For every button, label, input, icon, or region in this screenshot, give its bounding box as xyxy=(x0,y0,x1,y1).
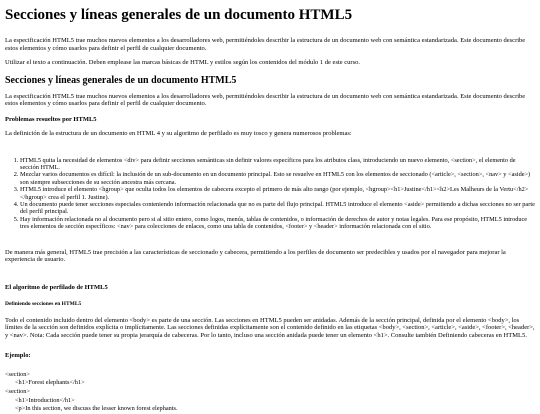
code-line: <h1>Introduction</h1> xyxy=(15,396,75,404)
problems-intro-paragraph: La definición de la estructura de un documento en HTML 4 y su algoritmo de perfilado es muy tosco y genera numerosos problemas: xyxy=(5,129,352,137)
defining-sections-heading: Definiendo secciones en HTML5 xyxy=(5,300,82,307)
problems-heading: Problemas resueltos por HTML5 xyxy=(5,115,97,123)
list-item: 5. Hay información relacionada no al documento pero si al sitio entero, como logos, menús, tablas de contenidos, o información de derechos de autor y notas legales. Para ese propósito, HTML5 introduce tres elementos de sección específicos: <nav> para colecciones de enlaces, como una tabla de contenidos, <footer> y <header> información relacionada con el sitio. xyxy=(20,216,535,231)
code-line: <section> xyxy=(5,388,30,395)
example-heading: Ejemplo: xyxy=(5,351,31,359)
list-item: 2. Mezclar varios documentos es difícil: la inclusión de un sub-documento en un documento principal. Esto se resuelve en HTML5 con los elementos de seccionado (<article>, <section>, <nav> y <aside>) son siempre subsecciones de su sección ancestra más cercana. xyxy=(20,171,535,186)
problems-list xyxy=(5,157,535,231)
list-item: 1. HTML5 quita la necesidad de elementos <div> para definir secciones semánticas sin definir valores específicos para los atributos class, introduciendo un nuevo elemento, <section>, el elemento de sección HTML. xyxy=(20,157,535,172)
summary-paragraph: De manera más general, HTML5 trae precisión a las características de seccionado y cabecera, permitiendo a los perfiles de documento ser predecibles y usados por el navegador para mejorar la experiencia de usuario. xyxy=(5,248,506,264)
section-intro-paragraph: La especificación HTML5 trae muchos nuevos elementos a los desarrolladores web, permitiéndoles describir la estructura de un documento web con semántica estandarizada. Este documento describe estos elementos y cómo usarlos para definir el perfil de cualquier documento. xyxy=(5,92,526,108)
page-title: Secciones y líneas generales de un documento HTML5 xyxy=(5,7,353,23)
list-item: 4. Un documento puede tener secciones especiales conteniendo información relacionada que no es parte del flujo principal. HTML5 introduce el elemento <aside> permitiendo a dichas secciones no ser parte del perfil principal. xyxy=(20,201,535,216)
instruction-paragraph: Utilizar el texto a continuación. Deben emplease las marcas básicas de HTML y estilos según los contenidos del módulo 1 de este curso. xyxy=(5,59,360,67)
code-line: <section> xyxy=(5,370,30,378)
algorithm-heading: El algoritmo de perfilado de HTML5 xyxy=(5,283,108,291)
section-title: Secciones y líneas generales de un documento HTML5 xyxy=(5,74,237,86)
defining-sections-paragraph: Todo el contenido incluido dentro del elemento <body> es parte de una sección. Las secciones en HTML5 pueden ser anidadas. Además de la sección principal, definida por el elemento <body>, los límites de la sección son definidos explícita o implícitamente. Las secciones definidas explícitamente son el contenido definido en las etiquetas <body>, <section>, <article>, <aside>, <footer>, <header>, y <nav>. Nota: Cada sección puede tener su propia jerarquía de cabeceras. Por lo tanto, incluso una sección anidada puede tener un elemento <h1>. Consulte también Definiendo cabeceras en HTML5. xyxy=(5,316,535,339)
code-example xyxy=(5,371,535,414)
intro-paragraph: La especificación HTML5 trae muchos nuevos elementos a los desarrolladores web, permitiéndoles describir la estructura de un documento web con semántica estandarizada. Este documento describe estos elementos y cómo usarlos para definir el perfil de cualquier documento. xyxy=(5,37,526,52)
code-line: <h1>Forest elephants</h1> xyxy=(15,379,85,387)
code-line: <p>In this section, we discuss the lesser known forest elephants. xyxy=(15,405,178,413)
list-item: 3. HTML5 introduce el elemento <hgroup> que oculta todos los elementos de cabecera excepto el primero de más alto rango (por ejemplo, <hgroup><h1>Justine</h1><h2>Les Malheurs de la Vertu</h2></hgroup> crea el perfil 1. Justine). xyxy=(20,186,535,201)
